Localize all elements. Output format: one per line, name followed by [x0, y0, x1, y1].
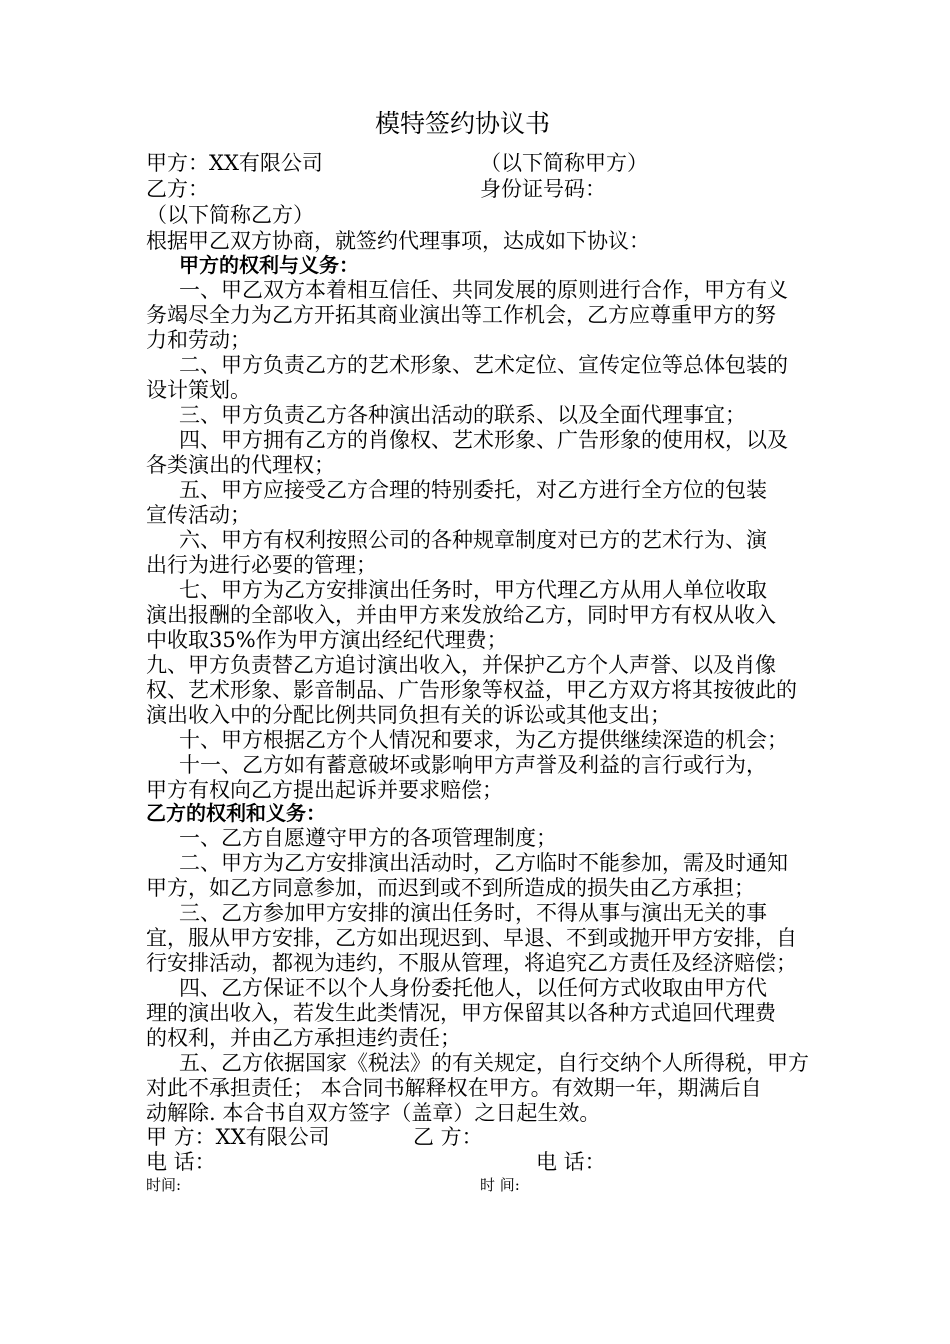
section-b-line: 宜，服从甲方安排，乙方如出现迟到、早退、不到或抛开甲方安排，自 — [146, 926, 797, 950]
section-a-line: 七、甲方为乙方安排演出任务时，甲方代理乙方从用人单位收取 — [179, 578, 767, 602]
sign-party-a: 甲 方：XX有限公司 — [146, 1125, 330, 1149]
party-a-line: 甲方：XX有限公司 — [146, 151, 323, 175]
section-a-heading: 甲方的权利与义务： — [179, 253, 359, 277]
section-a-line: 务竭尽全力为乙方开拓其商业演出等工作机会，乙方应尊重甲方的努 — [146, 303, 776, 327]
id-number-label: 身份证号码： — [480, 177, 606, 201]
section-b-line: 的权利，并由乙方承担违约责任； — [146, 1026, 461, 1050]
section-a-line: 四、甲方拥有乙方的肖像权、艺术形象、广告形象的使用权，以及 — [179, 428, 788, 452]
section-b-line: 一、乙方自愿遵守甲方的各项管理制度； — [179, 826, 557, 850]
section-b-line: 动解除. 本合书自双方签字（盖章）之日起生效。 — [146, 1101, 601, 1125]
section-a-line: 权、艺术形象、影音制品、广告形象等权益，甲乙方双方将其按彼此的 — [146, 678, 797, 702]
section-a-line: 六、甲方有权利按照公司的各种规章制度对已方的艺术行为、演 — [179, 528, 767, 552]
intro-text: 根据甲乙双方协商，就签约代理事项，达成如下协议： — [146, 229, 650, 253]
section-a-line: 一、甲乙双方本着相互信任、共同发展的原则进行合作，甲方有义 — [179, 278, 788, 302]
section-a-line: 演出收入中的分配比例共同负担有关的诉讼或其他支出； — [146, 703, 671, 727]
section-b-line: 行安排活动，都视为违约，不服从管理，将追究乙方责任及经济赔偿； — [146, 951, 797, 975]
sign-party-b: 乙 方： — [413, 1125, 483, 1149]
section-a-line: 中收取35%作为甲方演出经纪代理费； — [146, 628, 508, 652]
section-a-line: 十、甲方根据乙方个人情况和要求，为乙方提供继续深造的机会； — [179, 728, 788, 752]
party-b-alias: （以下简称乙方） — [146, 203, 314, 227]
section-b-line: 甲方，如乙方同意参加，而迟到或不到所造成的损失由乙方承担； — [146, 876, 755, 900]
section-b-line: 三、乙方参加甲方安排的演出任务时，不得从事与演出无关的事 — [179, 901, 767, 925]
section-b-heading: 乙方的权利和义务： — [146, 801, 326, 825]
party-b-line: 乙方： — [146, 177, 209, 201]
section-b-line: 理的演出收入，若发生此类情况，甲方保留其以各种方式追回代理费 — [146, 1001, 776, 1025]
section-a-line: 甲方有权向乙方提出起诉并要求赔偿； — [146, 778, 503, 802]
sign-phone-a: 电 话： — [146, 1150, 216, 1174]
section-a-line: 力和劳动； — [146, 328, 251, 352]
section-a-line: 五、甲方应接受乙方合理的特别委托，对乙方进行全方位的包装 — [179, 478, 767, 502]
section-a-line: 各类演出的代理权； — [146, 453, 335, 477]
sign-phone-b: 电 话： — [536, 1150, 606, 1174]
section-a-line: 宣传活动； — [146, 503, 251, 527]
sign-time-a: 时间: — [146, 1176, 182, 1194]
section-a-line: 二、甲方负责乙方的艺术形象、艺术定位、宣传定位等总体包装的 — [179, 353, 788, 377]
section-a-line: 设计策划。 — [146, 378, 251, 402]
section-b-line: 二、甲方为乙方安排演出活动时，乙方临时不能参加，需及时通知 — [179, 851, 788, 875]
section-a-line: 出行为进行必要的管理； — [146, 553, 377, 577]
section-b-line: 对此不承担责任； 本合同书解释权在甲方。有效期一年，期满后自 — [146, 1076, 762, 1100]
section-b-line: 五、乙方依据国家《税法》的有关规定，自行交纳个人所得税，甲方 — [179, 1051, 809, 1075]
section-a-line: 十一、乙方如有蓄意破坏或影响甲方声誉及利益的言行或行为， — [179, 753, 767, 777]
section-a-line: 演出报酬的全部收入，并由甲方来发放给乙方，同时甲方有权从收入 — [146, 603, 776, 627]
section-a-line: 三、甲方负责乙方各种演出活动的联系、以及全面代理事宜； — [179, 403, 746, 427]
sign-time-b: 时 间: — [480, 1176, 520, 1194]
section-b-line: 四、乙方保证不以个人身份委托他人，以任何方式收取由甲方代 — [179, 976, 767, 1000]
party-a-alias: （以下简称甲方） — [480, 151, 648, 175]
document-title: 模特签约协议书 — [375, 109, 551, 138]
section-a-line: 九、甲方负责替乙方追讨演出收入，并保护乙方个人声誉、以及肖像 — [146, 653, 776, 677]
